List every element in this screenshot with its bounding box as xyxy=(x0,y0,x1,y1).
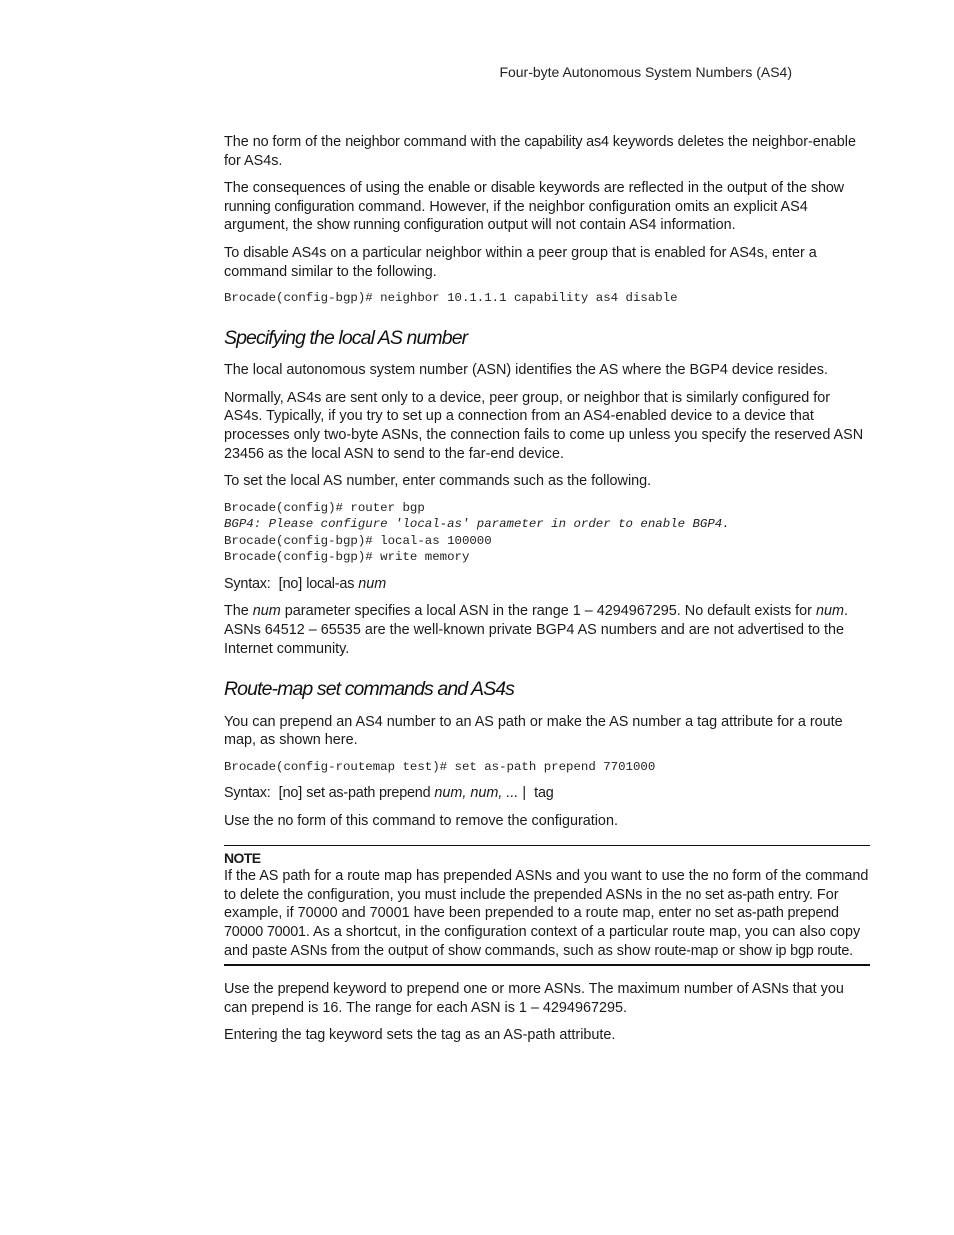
text: . ASNs 64512 – 65535 are the well-known private BGP4 AS numbers and are not advertised to the Internet community. xyxy=(224,603,848,657)
keyword-disable: disable xyxy=(490,180,536,197)
argument-num-list: num, num, ... xyxy=(434,785,519,802)
text: or xyxy=(718,942,739,959)
paragraph-no-neighbor-capability xyxy=(224,133,870,170)
text: The xyxy=(224,134,253,150)
keyword-local-as: local-as xyxy=(306,575,355,592)
text: keyword to prepend one or more ASNs. The maximum number of ASNs that you can prepend is 16. The range for each ASN is 1 – 4294967295. xyxy=(224,981,844,1016)
text: keyword sets the tag as an AS-path attribute. xyxy=(325,1027,616,1044)
keyword-show: show xyxy=(448,942,481,959)
keyword-no: no xyxy=(282,785,299,802)
keyword-no: no xyxy=(712,868,729,885)
text: Use the xyxy=(224,981,278,998)
text: [ xyxy=(278,575,283,592)
text: Use the xyxy=(224,813,278,830)
text: command with the xyxy=(399,134,525,150)
keyword-tag: tag xyxy=(305,1027,326,1044)
text: . As a shortcut, in the configuration context of a particular route map, you can also copy and paste ASNs from the output of xyxy=(224,924,861,959)
paragraph-consequences xyxy=(224,179,870,235)
keyword-set-as-path-prepend: set as-path prepend xyxy=(306,785,431,802)
paragraph-disable-as4: To disable AS4s on a particular neighbor within a peer group that is enabled for AS4s, enter a command similar to the following. xyxy=(224,244,817,280)
keyword-no: no xyxy=(252,134,269,150)
text: output will not contain AS4 information. xyxy=(483,217,736,234)
text: keywords are reflected in the output of the xyxy=(535,180,812,197)
text: The xyxy=(224,603,253,620)
text: form of the command to delete the configuration, you must include the prepended ASNs in the xyxy=(224,868,869,903)
keyword-neighbor: neighbor xyxy=(345,134,400,150)
section-heading-local-as: Specifying the local AS number xyxy=(224,326,468,349)
keyword-enable: enable xyxy=(428,180,471,197)
text: keywords deletes the neighbor-enable for AS4s. xyxy=(224,134,856,169)
code-example-route-map: Brocade(config-routemap test)# set as-path prepend 7701000 xyxy=(224,759,656,774)
argument-num: num xyxy=(252,603,281,620)
argument-num: num xyxy=(815,603,844,620)
argument-num: num xyxy=(358,575,387,592)
keyword-prepend: prepend xyxy=(277,981,330,998)
syntax-set-as-path xyxy=(224,784,870,803)
keyword-capability-as4: capability as4 xyxy=(524,134,609,150)
note-text xyxy=(224,867,870,960)
paragraph-tag-keyword xyxy=(224,1026,870,1045)
code-example-neighbor-disable: Brocade(config-bgp)# neighbor 10.1.1.1 capability as4 disable xyxy=(224,291,678,306)
text: ] xyxy=(298,575,307,592)
text: form of this command to remove the configuration. xyxy=(293,813,618,830)
paragraph-prepend-keyword xyxy=(224,980,870,1017)
keyword-no-set-as-path-prepend: no set as-path prepend 70000 70001 xyxy=(224,905,839,941)
text: command. However, if the neighbor configuration omits an explicit AS4 argument, the xyxy=(224,198,808,234)
text: The consequences of using the xyxy=(224,180,429,197)
text: commands, such as show xyxy=(480,942,655,959)
keyword-route-map: route-map xyxy=(654,942,719,959)
text: If the AS path for a route map has prepended ASNs and you want to use the xyxy=(224,868,713,885)
paragraph-prepend-as4: You can prepend an AS4 number to an AS path or make the AS number a tag attribute for a route map, as shown here. xyxy=(224,713,843,749)
code-example-local-as xyxy=(224,500,870,566)
text: Entering the xyxy=(224,1027,306,1044)
keyword-no: no xyxy=(282,575,299,592)
page-body xyxy=(224,133,870,1054)
text: [ xyxy=(278,785,283,802)
paragraph-as4-normally-sent: Normally, AS4s are sent only to a device, peer group, or neighbor that is similarly configured for AS4s. Typically, if you try to set up a connection from an AS4-enabled device to a device that processes only two-byte ASNs, the connection fails to come up unless you specify the reserved ASN 23456 as the local ASN to send to the far-end device. xyxy=(224,389,864,462)
text: parameter specifies a local ASN in the range 1 – 4294967295. No default exists for xyxy=(280,603,816,620)
keyword-no-set-as-path: no set as-path xyxy=(685,886,775,903)
paragraph-num-parameter xyxy=(224,602,870,658)
note-box xyxy=(224,845,870,967)
paragraph-local-asn: The local autonomous system number (ASN) identifies the AS where the BGP4 device resides. xyxy=(224,362,828,379)
running-header: Four-byte Autonomous System Numbers (AS4) xyxy=(499,64,792,80)
syntax-label: Syntax: xyxy=(224,785,271,802)
syntax-label: Syntax: xyxy=(224,575,271,592)
code-line-message: BGP4: Please configure 'local-as' parameter in order to enable BGP4. xyxy=(224,517,730,532)
syntax-local-as xyxy=(224,575,870,594)
text: . xyxy=(849,942,854,959)
keyword-no: no xyxy=(277,813,294,830)
section-heading-route-map: Route-map set commands and AS4s xyxy=(224,678,515,701)
text: entry. For example, if 70000 and 70001 have been prepended to a route map, enter xyxy=(224,886,839,922)
code-line: Brocade(config)# router bgp xyxy=(224,500,425,515)
text: form of the xyxy=(268,134,346,150)
text: ] xyxy=(298,785,307,802)
keyword-show-ip-bgp-route: show ip bgp route xyxy=(738,942,850,959)
code-line: Brocade(config-bgp)# write memory xyxy=(224,550,470,565)
text: | xyxy=(518,785,531,802)
code-line: Brocade(config-bgp)# local-as 100000 xyxy=(224,533,492,548)
text: or xyxy=(470,180,491,197)
note-title: NOTE xyxy=(224,849,261,866)
keyword-tag: tag xyxy=(534,785,554,802)
paragraph-no-form xyxy=(224,812,870,831)
keyword-show-running-config: show running configuration xyxy=(224,180,844,215)
keyword-show-running-config: show running configuration xyxy=(316,217,484,234)
paragraph-set-local-as: To set the local AS number, enter commands such as the following. xyxy=(224,473,652,490)
